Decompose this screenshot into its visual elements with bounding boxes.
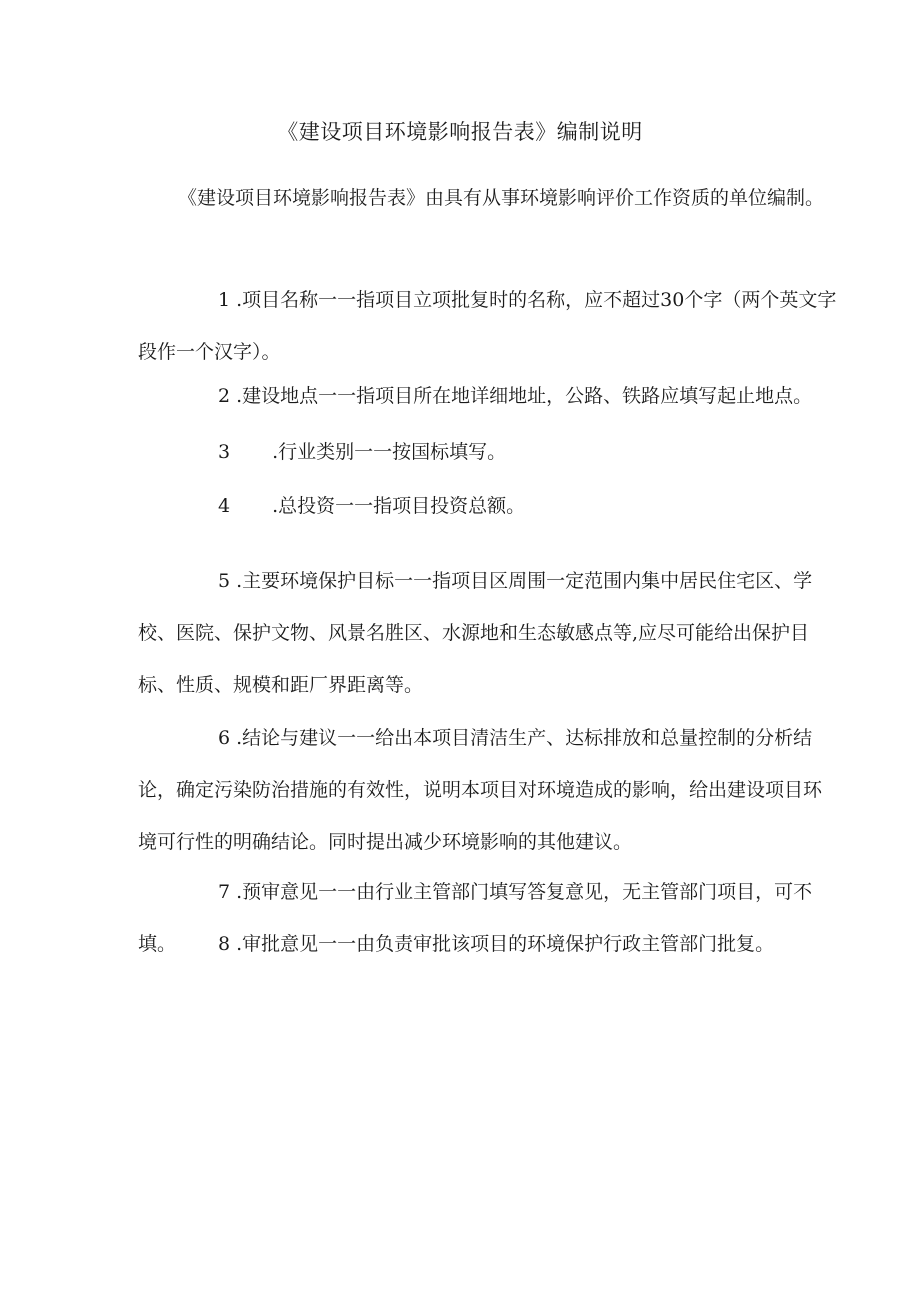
item-number: 6 [218,727,231,749]
item-8 [138,918,838,970]
item-6 [138,712,838,868]
document-title: 《建设项目环境影响报告表》编制说明 [277,120,643,144]
item-number: 3 [218,441,231,463]
item-number: 2 [218,385,231,407]
item-3 [138,426,838,478]
item-1 [138,274,838,378]
item-5 [138,555,838,711]
item-number: 1 [218,289,231,311]
item-number: 7 [218,881,231,903]
item-text: .项目名称一一指项目立项批复时的名称，应不超过30个字（两个英文字段作一个汉字）。 [138,289,837,363]
item-number: 5 [218,570,231,592]
item-text: .建设地点一一指项目所在地详细地址，公路、铁路应填写起止地点。 [236,385,813,407]
item-2 [138,370,838,422]
item-4 [138,480,838,532]
item-text: .主要环境保护目标一一指项目区周围一定范围内集中居民住宅区、学校、医院、保护文物、风景名胜区、水源地和生态敏感点等,应尽可能给出保护目标、性质、规模和距厂界距离等。 [138,570,813,696]
item-text: .行业类别一一按国标填写。 [272,441,507,463]
item-number: 8 [218,933,231,955]
item-number: 4 [218,495,231,517]
item-text: .审批意见一一由负责审批该项目的环境保护行政主管部门批复。 [236,933,775,955]
item-text: .总投资一一指项目投资总额。 [272,495,526,517]
item-text: .结论与建议一一给出本项目清洁生产、达标排放和总量控制的分析结论，确定污染防治措施的有效性，说明本项目对环境造成的影响，给出建设项目环境可行性的明确结论。同时提出减少环境影响的其他建议。 [138,727,823,853]
item-text: .预审意见一一由行业主管部门填写答复意见，无主管部门项目，可不填。 [138,881,813,955]
intro-paragraph: 《建设项目环境影响报告表》由具有从事环境影响评价工作资质的单位编制。 [178,187,825,209]
